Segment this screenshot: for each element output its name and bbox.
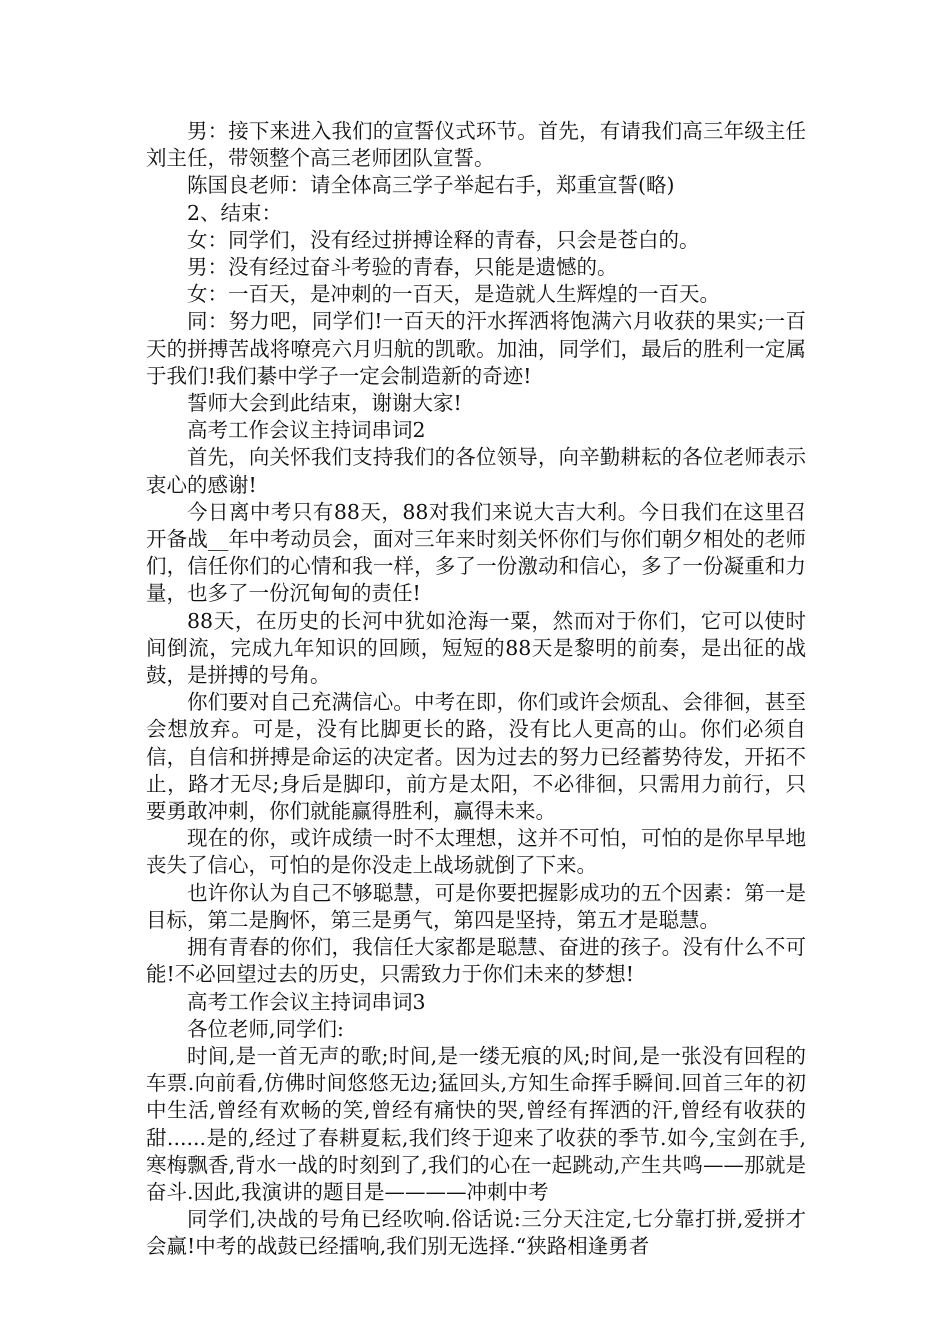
paragraph: 你们要对自己充满信心。中考在即，你们或许会烦乱、会徘徊，甚至会想放弃。可是，没有比脚更长的路，没有比人更高的山。你们必须自信，自信和拼搏是命运的决定者。因为过去的努力已经蓄势待发，开拓不止，路才无尽;身后是脚印，前方是太阳，不必徘徊，只需用力前行，只要勇敢冲刺，你们就能赢得胜利，赢得未来。	[146, 690, 806, 824]
paragraph: 女：同学们，没有经过拼搏诠释的青春，只会是苍白的。	[187, 227, 700, 252]
paragraph: 陈国良老师：请全体高三学子举起右手，郑重宣誓(略)	[187, 173, 675, 198]
paragraph: 女：一百天，是冲刺的一百天，是造就人生辉煌的一百天。	[187, 282, 720, 307]
paragraph: 男：没有经过奋斗考验的青春，只能是遗憾的。	[187, 255, 618, 280]
paragraph: 同学们,决战的号角已经吹响.俗话说:三分天注定,七分靠打拼,爱拼才会赢!中考的战鼓已经擂响,我们别无选择.“狭路相逢勇者	[146, 1207, 806, 1259]
paragraph: 88天，在历史的长河中犹如沧海一粟，然而对于你们，它可以使时间倒流，完成九年知识的回顾，短短的88天是黎明的前奏，是出征的战鼓，是拼搏的号角。	[146, 608, 806, 688]
paragraph: 各位老师,同学们:	[187, 1016, 344, 1041]
section-heading: 高考工作会议主持词串词2	[187, 418, 426, 443]
paragraph: 2、结束：	[187, 200, 283, 225]
paragraph: 今日离中考只有88天，88对我们来说大吉大利。今日我们在这里召开备战__年中考动员会，面对三年来时刻关怀你们与你们朝夕相处的老师们，信任你们的心情和我一样，多了一份激动和信心，多了一份凝重和力量，也多了一份沉甸甸的责任!	[146, 499, 806, 606]
paragraph: 现在的你，或许成绩一时不太理想，这并不可怕，可怕的是你早早地丧失了信心，可怕的是你没走上战场就倒了下来。	[146, 826, 806, 878]
paragraph: 誓师大会到此结束，谢谢大家!	[187, 391, 462, 416]
document-page	[146, 118, 806, 1261]
paragraph: 时间,是一首无声的歌;时间,是一缕无痕的风;时间,是一张没有回程的车票.向前看,仿佛时间悠悠无边;猛回头,方知生命挥手瞬间.回首三年的初中生活,曾经有欢畅的笑,曾经有痛快的哭,曾经有挥洒的汗,曾经有收获的甜......是的,经过了春耕夏耘,我们终于迎来了收获的季节.如今,宝剑在手,寒梅飘香,背水一战的时刻到了,我们的心在一起跳动,产生共鸣——那就是奋斗.因此,我演讲的题目是————冲刺中考	[146, 1043, 806, 1204]
section-heading: 高考工作会议主持词串词3	[187, 989, 426, 1014]
paragraph: 也许你认为自己不够聪慧，可是你要把握影成功的五个因素：第一是目标，第二是胸怀，第三是勇气，第四是坚持，第五才是聪慧。	[146, 880, 806, 932]
paragraph: 拥有青春的你们，我信任大家都是聪慧、奋进的孩子。没有什么不可能!不必回望过去的历史，只需致力于你们未来的梦想!	[146, 935, 806, 987]
paragraph: 男：接下来进入我们的宣誓仪式环节。首先，有请我们高三年级主任刘主任，带领整个高三老师团队宣誓。	[146, 119, 806, 171]
paragraph: 首先，向关怀我们支持我们的各位领导，向辛勤耕耘的各位老师表示衷心的感谢!	[146, 445, 806, 497]
paragraph: 同：努力吧，同学们!一百天的汗水挥洒将饱满六月收获的果实;一百天的拼搏苦战将嘹亮六月归航的凯歌。加油，同学们，最后的胜利一定属于我们!我们綦中学子一定会制造新的奇迹!	[146, 309, 806, 388]
